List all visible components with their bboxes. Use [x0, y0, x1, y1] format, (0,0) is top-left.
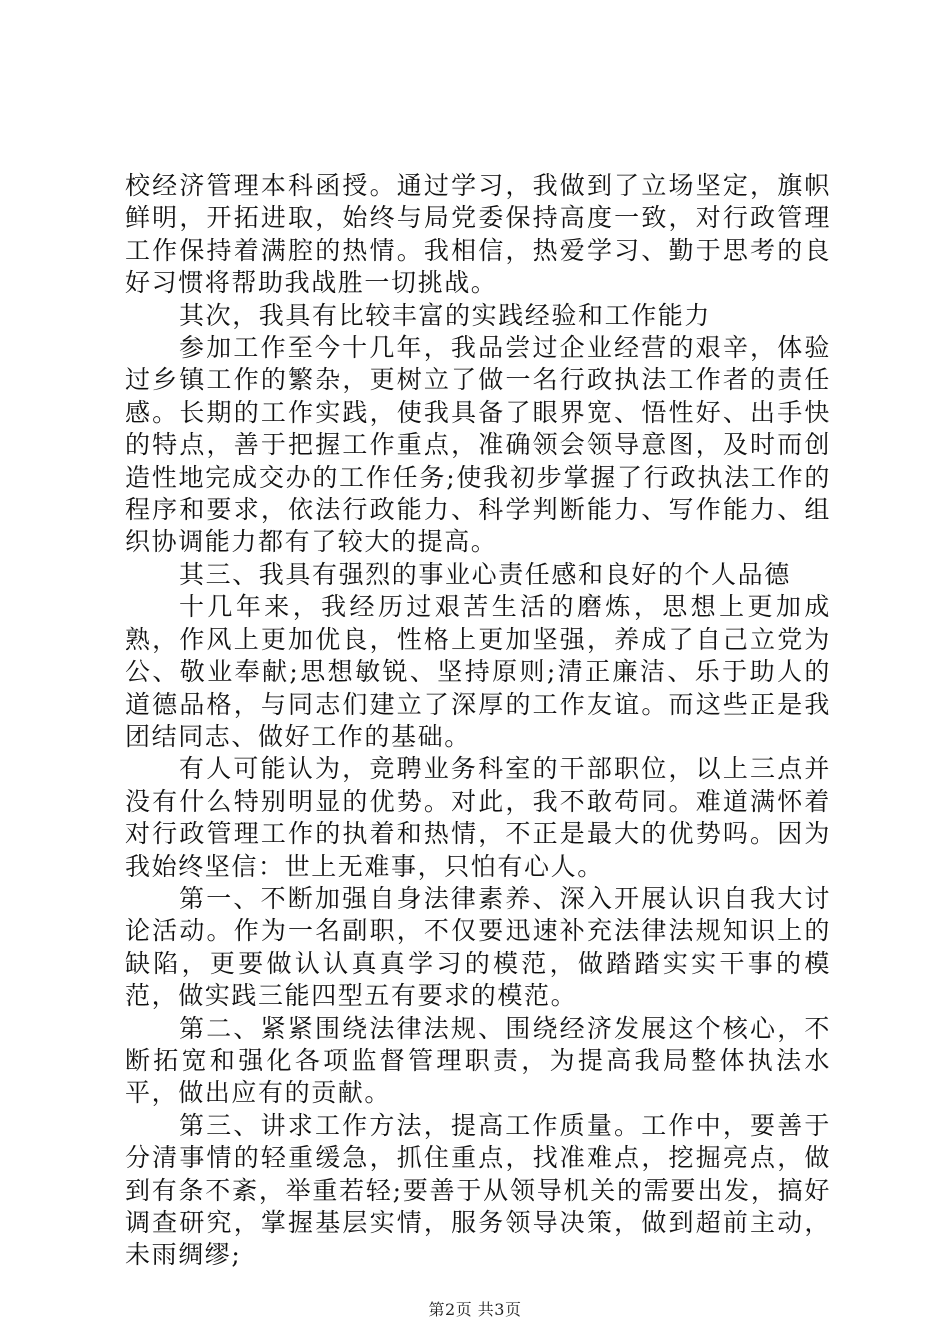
paragraph-9: 第三、讲求工作方法，提高工作质量。工作中，要善于分清事情的轻重缓急，抓住重点，找准难点，挖掘亮点，做到有条不紊，举重若轻;要善于从领导机关的需要出发，搞好调查研究，掌握基层实情，服务领导决策，做到超前主动，未雨绸缪; [125, 1110, 831, 1270]
page-footer [0, 1297, 950, 1320]
page-number-label: 第2页 共3页 [428, 1300, 522, 1319]
document-body [125, 170, 831, 1272]
paragraph-6: 有人可能认为，竞聘业务科室的干部职位，以上三点并没有什么特别明显的优势。对此，我不敢苟同。难道满怀着对行政管理工作的执着和热情，不正是最大的优势吗。因为我始终坚信：世上无难事，只怕有心人。 [125, 754, 831, 881]
paragraph-3: 参加工作至今十几年，我品尝过企业经营的艰辛，体验过乡镇工作的繁杂，更树立了做一名行政执法工作者的责任感。长期的工作实践，使我具备了眼界宽、悟性好、出手快的特点，善于把握工作重点，准确领会领导意图，及时而创造性地完成交办的工作任务;使我初步掌握了行政执法工作的程序和要求，依法行政能力、科学判断能力、写作能力、组织协调能力都有了较大的提高。 [125, 333, 831, 557]
paragraph-2: 其次，我具有比较丰富的实践经验和工作能力 [179, 300, 712, 330]
paragraph-4: 其三、我具有强烈的事业心责任感和良好的个人品德 [179, 559, 791, 589]
paragraph-1: 校经济管理本科函授。通过学习，我做到了立场坚定，旗帜鲜明，开拓进取，始终与局党委保持高度一致，对行政管理工作保持着满腔的热情。我相信，热爱学习、勤于思考的良好习惯将帮助我战胜一切挑战。 [125, 171, 831, 298]
paragraph-5: 十几年来，我经历过艰苦生活的磨炼，思想上更加成熟，作风上更加优良，性格上更加坚强，养成了自己立党为公、敬业奉献;思想敏锐、坚持原则;清正廉洁、乐于助人的道德品格，与同志们建立了深厚的工作友谊。而这些正是我团结同志、做好工作的基础。 [125, 592, 831, 751]
paragraph-7: 第一、不断加强自身法律素养、深入开展认识自我大讨论活动。作为一名副职，不仅要迅速补充法律法规知识上的缺陷，更要做认认真真学习的模范，做踏踏实实干事的模范，做实践三能四型五有要求的模范。 [125, 883, 831, 1011]
paragraph-8: 第二、紧紧围绕法律法规、围绕经济发展这个核心，不断拓宽和强化各项监督管理职责，为提高我局整体执法水平，做出应有的贡献。 [125, 1013, 831, 1108]
